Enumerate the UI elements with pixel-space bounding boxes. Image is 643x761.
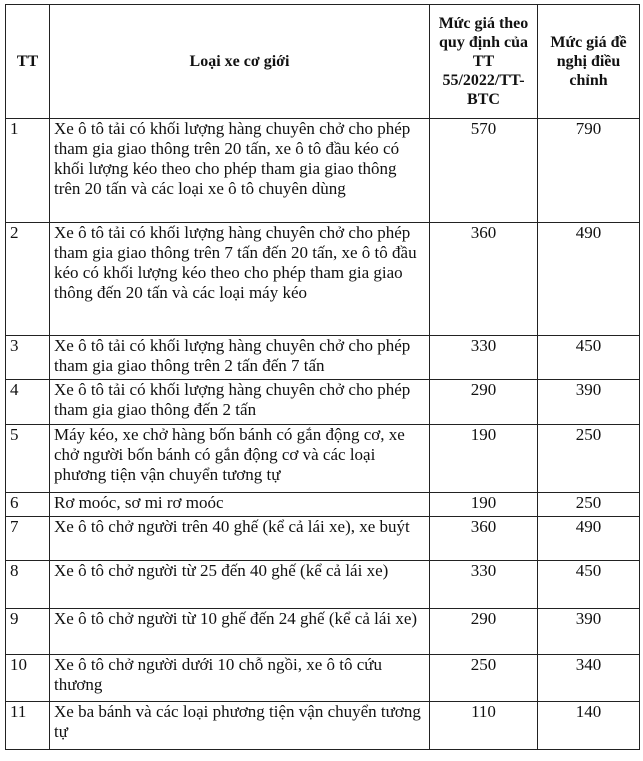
table-row xyxy=(6,493,640,517)
table-row xyxy=(6,380,640,425)
header-tt: TT xyxy=(6,5,50,119)
inspection-fee-table xyxy=(5,4,640,750)
row-old-price: 190 xyxy=(430,425,538,493)
table-row xyxy=(6,336,640,380)
row-new-price: 450 xyxy=(538,561,640,609)
row-old-price: 290 xyxy=(430,380,538,425)
row-vehicle-name: Xe ba bánh và các loại phương tiện vận chuyển tương tự xyxy=(50,702,430,750)
row-new-price: 140 xyxy=(538,702,640,750)
row-vehicle-name: Rơ moóc, sơ mi rơ moóc xyxy=(50,493,430,517)
row-old-price: 110 xyxy=(430,702,538,750)
row-vehicle-name: Xe ô tô tải có khối lượng hàng chuyên chở cho phép tham gia giao thông trên 2 tấn đến 7 tấn xyxy=(50,336,430,380)
row-old-price: 360 xyxy=(430,223,538,336)
row-tt: 8 xyxy=(6,561,50,609)
row-old-price: 190 xyxy=(430,493,538,517)
table-row xyxy=(6,119,640,223)
row-tt: 7 xyxy=(6,517,50,561)
row-old-price: 330 xyxy=(430,336,538,380)
row-vehicle-name: Xe ô tô tải có khối lượng hàng chuyên chở cho phép tham gia giao thông trên 20 tấn, xe ô tô đầu kéo có khối lượng kéo theo cho phép tham gia giao thông trên 20 tấn và các loại xe ô tô chuyên dùng xyxy=(50,119,430,223)
table-row xyxy=(6,425,640,493)
row-new-price: 340 xyxy=(538,655,640,702)
table-row xyxy=(6,702,640,750)
row-tt: 6 xyxy=(6,493,50,517)
row-new-price: 490 xyxy=(538,517,640,561)
row-tt: 1 xyxy=(6,119,50,223)
row-new-price: 250 xyxy=(538,425,640,493)
row-old-price: 250 xyxy=(430,655,538,702)
table-header-row xyxy=(6,5,640,119)
row-vehicle-name: Máy kéo, xe chở hàng bốn bánh có gắn động cơ, xe chở người bốn bánh có gắn động cơ và các loại phương tiện vận chuyển tương tự xyxy=(50,425,430,493)
table-row xyxy=(6,223,640,336)
row-new-price: 790 xyxy=(538,119,640,223)
row-tt: 4 xyxy=(6,380,50,425)
header-vehicle-type: Loại xe cơ giới xyxy=(50,5,430,119)
row-vehicle-name: Xe ô tô chở người từ 25 đến 40 ghế (kể cả lái xe) xyxy=(50,561,430,609)
header-old-price: Mức giá theo quy định của TT 55/2022/TT-BTC xyxy=(430,5,538,119)
table-row xyxy=(6,561,640,609)
row-new-price: 490 xyxy=(538,223,640,336)
row-new-price: 390 xyxy=(538,609,640,655)
row-new-price: 390 xyxy=(538,380,640,425)
row-vehicle-name: Xe ô tô chở người trên 40 ghế (kể cả lái xe), xe buýt xyxy=(50,517,430,561)
row-old-price: 570 xyxy=(430,119,538,223)
row-new-price: 250 xyxy=(538,493,640,517)
row-vehicle-name: Xe ô tô tải có khối lượng hàng chuyên chở cho phép tham gia giao thông trên 7 tấn đến 20 tấn, xe ô tô đầu kéo có khối lượng kéo theo cho phép tham gia giao thông đến 20 tấn và các loại máy kéo xyxy=(50,223,430,336)
row-tt: 11 xyxy=(6,702,50,750)
row-old-price: 360 xyxy=(430,517,538,561)
row-vehicle-name: Xe ô tô tải có khối lượng hàng chuyên chở cho phép tham gia giao thông đến 2 tấn xyxy=(50,380,430,425)
row-vehicle-name: Xe ô tô chở người dưới 10 chỗ ngồi, xe ô tô cứu thương xyxy=(50,655,430,702)
table-row xyxy=(6,517,640,561)
row-old-price: 330 xyxy=(430,561,538,609)
row-tt: 9 xyxy=(6,609,50,655)
table-row xyxy=(6,609,640,655)
row-tt: 2 xyxy=(6,223,50,336)
row-new-price: 450 xyxy=(538,336,640,380)
row-tt: 5 xyxy=(6,425,50,493)
row-tt: 3 xyxy=(6,336,50,380)
row-tt: 10 xyxy=(6,655,50,702)
table-row xyxy=(6,655,640,702)
table-body xyxy=(6,119,640,750)
row-vehicle-name: Xe ô tô chở người từ 10 ghế đến 24 ghế (kể cả lái xe) xyxy=(50,609,430,655)
row-old-price: 290 xyxy=(430,609,538,655)
header-new-price: Mức giá đề nghị điều chỉnh xyxy=(538,5,640,119)
